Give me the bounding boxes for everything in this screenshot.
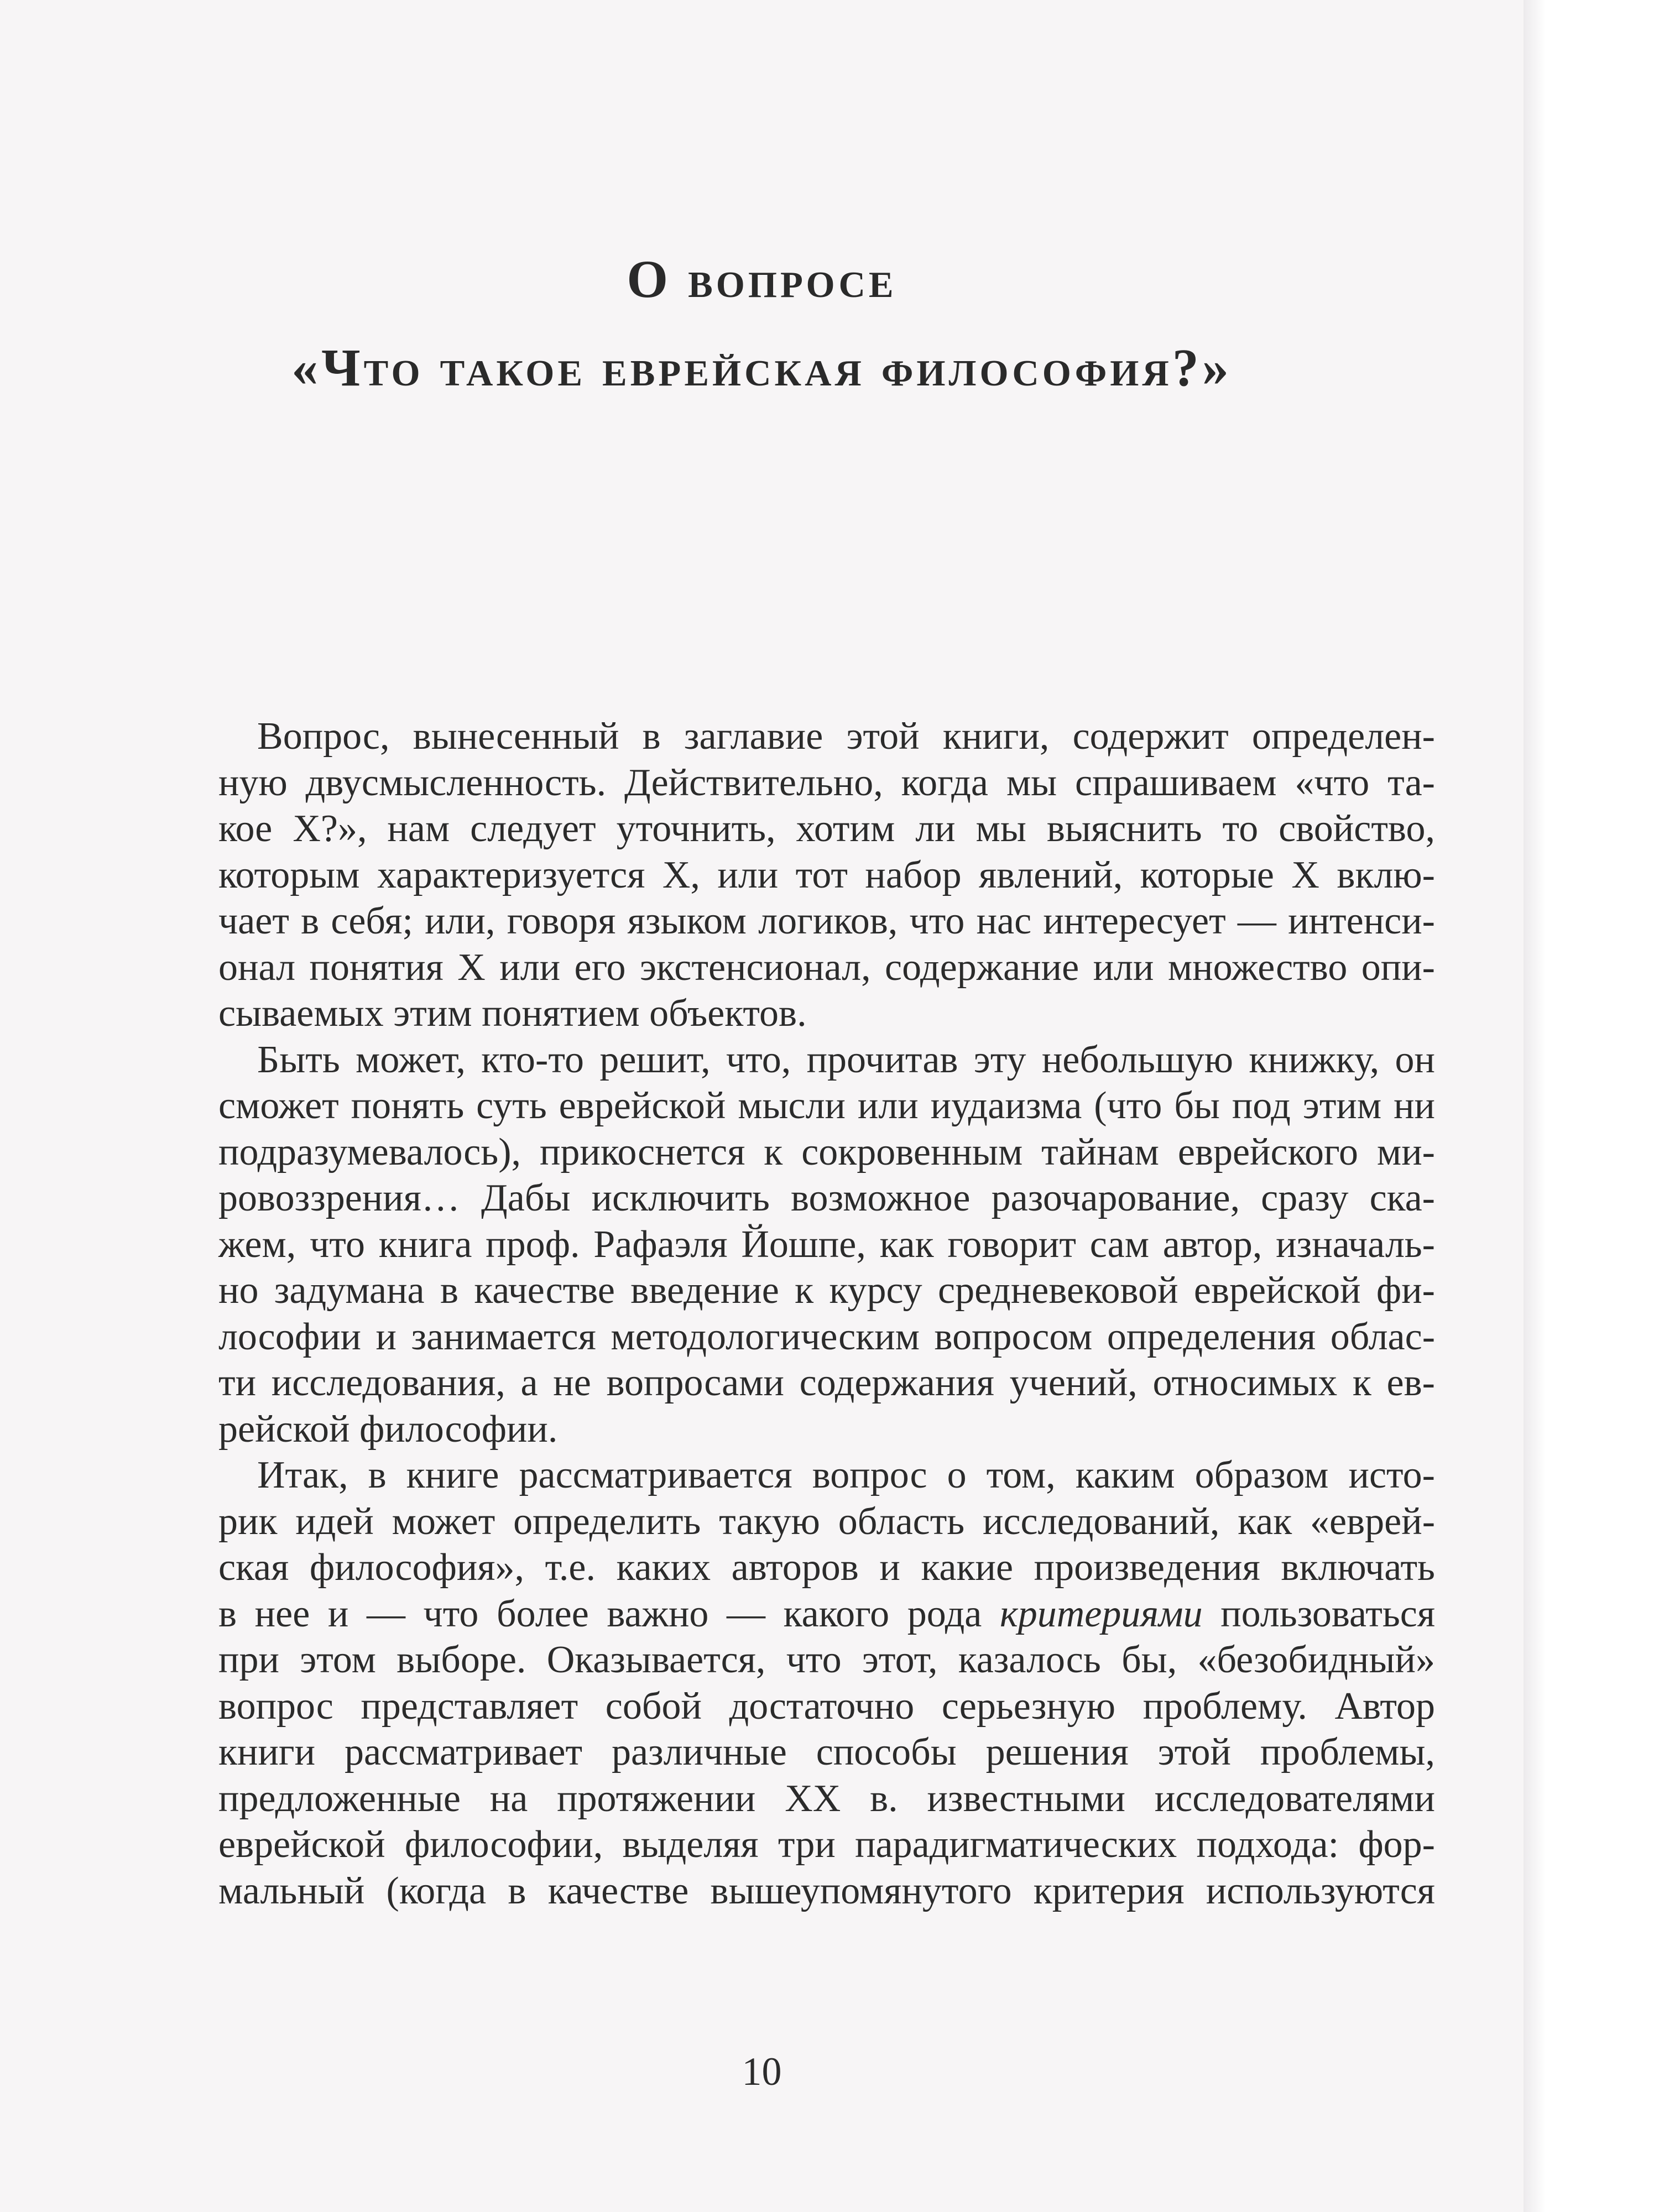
page-number: 10 — [742, 2049, 782, 2094]
paragraph-2 — [218, 1037, 1435, 1453]
text-line: Вопрос, вынесенный в заглавие этой книги, содержит определен- — [257, 715, 1435, 758]
chapter-title — [0, 235, 1524, 412]
text-line: ти исследования, а не вопросами содержания учений, относимых к ев- — [218, 1361, 1435, 1404]
text-line: онал понятия X или его экстенсионал, содержание или множество опи- — [218, 946, 1435, 989]
text-line: но задумана в качестве введение к курсу средневековой еврейской фи- — [218, 1269, 1435, 1312]
text-line: вопрос представляет собой достаточно серьезную проблему. Автор — [218, 1684, 1435, 1728]
text-line: кое X?», нам следует уточнить, хотим ли мы выяснить то свойство, — [218, 807, 1435, 850]
page-edge — [1524, 0, 1659, 2212]
paragraph-3 — [218, 1452, 1435, 1914]
text-line: мальный (когда в качестве вышеупомянутого критерия используются — [218, 1869, 1435, 1912]
text-line: предложенные на протяжении XX в. известными исследователями — [218, 1777, 1435, 1820]
body-text — [218, 713, 1435, 1914]
chapter-title-line-1: О вопросе — [627, 249, 897, 309]
text-line: ровоззрения… Дабы исключить возможное разочарование, сразу ска- — [218, 1177, 1435, 1219]
text-line: Итак, в книге рассматривается вопрос о том, каким образом исто- — [257, 1454, 1435, 1496]
text-line: при этом выборе. Оказывается, что этот, казалось бы, «безобидный» — [218, 1639, 1435, 1681]
text-line: чает в себя; или, говоря языком логиков, что нас интересует — интенси- — [218, 900, 1435, 942]
text-line: ская философия», т.е. каких авторов и какие произведения включать — [218, 1546, 1435, 1589]
text-line: сможет понять суть еврейской мысли или иудаизма (что бы под этим ни — [218, 1084, 1435, 1127]
text-line: Быть может, кто-то решит, что, прочитав эту небольшую книжку, он — [257, 1038, 1435, 1081]
text-line: которым характеризуется X, или тот набор явлений, которые X вклю- — [218, 853, 1435, 896]
text-line: жем, что книга проф. Рафаэля Йошпе, как говорит сам автор, изначаль- — [218, 1223, 1435, 1266]
text-fragment: в нее и — что более важно — какого рода — [218, 1592, 982, 1635]
italic-word: критериями — [1000, 1592, 1203, 1635]
text-fragment: пользоваться — [1220, 1592, 1436, 1635]
text-line: ную двусмысленность. Действительно, когда мы спрашиваем «что та- — [218, 761, 1435, 804]
text-line: книги рассматривает различные способы решения этой проблемы, — [218, 1731, 1435, 1773]
text-line: рик идей может определить такую область исследований, как «еврей- — [218, 1500, 1435, 1543]
paragraph-1 — [218, 713, 1435, 1037]
chapter-title-line-2: «Что такое еврейская философия?» — [291, 338, 1232, 397]
text-line: рейской философии. — [218, 1407, 558, 1451]
text-line: подразумевалось), прикоснется к сокровенным тайнам еврейского ми- — [218, 1130, 1435, 1173]
text-line: еврейской философии, выделяя три парадигматических подхода: фор- — [218, 1823, 1435, 1866]
text-line-with-italic — [218, 1591, 1435, 1637]
text-line: сываемых этим понятием объектов. — [218, 992, 807, 1035]
text-line: лософии и занимается методологическим вопросом определения облас- — [218, 1315, 1435, 1358]
